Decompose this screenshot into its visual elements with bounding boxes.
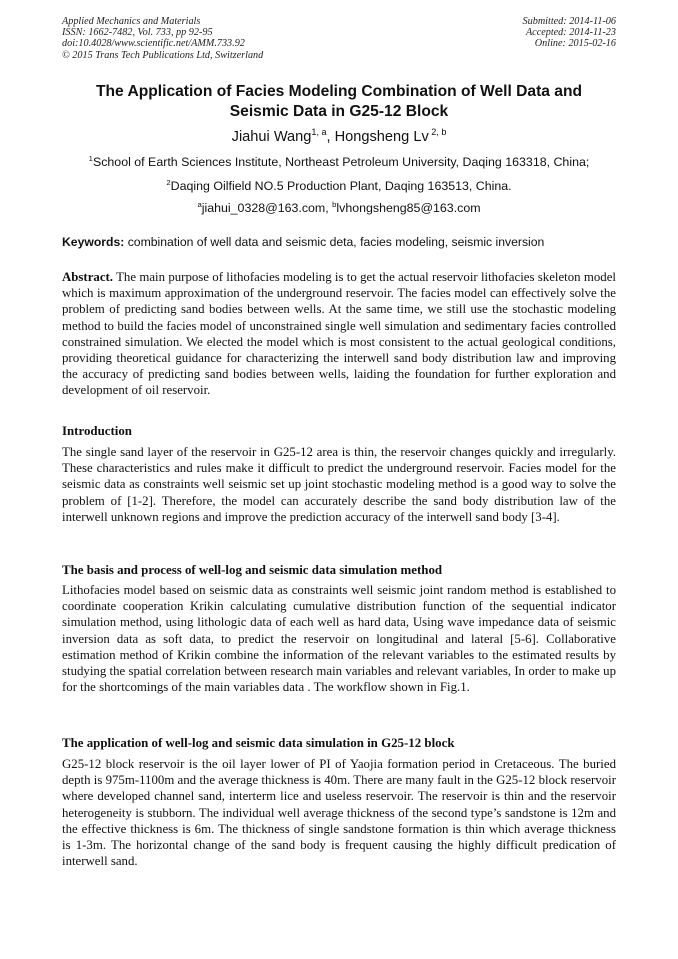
email-b-marker: b	[332, 199, 337, 209]
author-list	[62, 128, 616, 146]
affiliation-1-marker: 1	[88, 153, 93, 163]
affiliation-2-text: Daqing Oilfield NO.5 Production Plant, Daqing 163513, China.	[170, 179, 512, 193]
online-date: Online: 2015-02-16	[534, 38, 616, 50]
email-a-marker: a	[197, 199, 202, 209]
accepted-date: Accepted: 2014-11-23	[525, 27, 616, 39]
abstract-text: The main purpose of lithofacies modeling is to get the actual reservoir lithofacies skeleton model which is maximum approximation of the underground reservoir. The facies model can effectively solve the problem of predicting sand bodies between wells. At the same time, we still use the stochastic modeling method to build the facies model of unconstrained single well simulation and sedimentary facies controlled constrained simulation. We elected the model which is most consistent to the actual geological conditions, providing theoretical guidance for characterizing the interwell sand body distribution law and improving the accuracy of predicting sand bodies between wells, laiding the foundation for further exploration and development of oil reservoir.	[62, 270, 616, 398]
author-separator: ,	[326, 129, 335, 145]
author-2: Hongsheng Lv	[334, 129, 429, 145]
affiliation-1-text: School of Earth Sciences Institute, Northeast Petroleum University, Daqing 163318, China;	[92, 155, 590, 169]
keywords	[62, 235, 616, 250]
section-heading-introduction: Introduction	[62, 424, 132, 438]
doi-info[interactable]: doi:10.4028/www.scientific.net/AMM.733.92	[62, 38, 245, 50]
author-1-marker: 1, a	[311, 127, 327, 138]
affiliation-2-marker: 2	[166, 177, 171, 187]
journal-header-right	[523, 16, 616, 50]
title-line-2: Seismic Data in G25-12 Block	[229, 103, 449, 120]
journal-header-left	[62, 16, 263, 61]
paper-title	[62, 82, 616, 122]
abstract	[62, 269, 616, 399]
email-b[interactable]: lvhongsheng85@163.com	[336, 201, 481, 215]
author-2-marker: 2, b	[428, 127, 447, 138]
journal-name: Applied Mechanics and Materials	[62, 16, 201, 27]
section-body-application: G25-12 block reservoir is the oil layer lower of PI of Yaojia formation period in Cretaceous. The buried depth is 975m-1100m and the average thickness is 40m. There are many fault in the G25-12 block reservoir where developed channel sand, interterm lice and useless reservoir. The reservoir is thin and the reservoir heterogeneity is stubborn. The individual well average thickness of the second type’s sandstone is 12m and the effective thickness is 6m. The thickness of single sandstone formation is thin which average thickness is 1-3m. The horizontal change of the sand body is frequent causing the highly difficult predication of interwell sand.	[62, 757, 616, 869]
affiliation-1	[62, 155, 616, 170]
section-heading-application: The application of well-log and seismic data simulation in G25-12 block	[62, 736, 455, 750]
email-line	[62, 201, 616, 216]
issn-info: ISSN: 1662-7482, Vol. 733, pp 92-95	[62, 27, 213, 39]
abstract-label: Abstract.	[62, 270, 114, 284]
section-body-introduction: The single sand layer of the reservoir in G25-12 area is thin, the reservoir changes quickly and irregularly. These characteristics and rules make it difficult to predict the underground reservoir. Facies model for the seismic data as constraints well seismic set up joint stochastic modeling method is a good way to solve the problem of [1-2]. Therefore, the model can accurately describe the sand body distribution law of the interwell unknown regions and improve the prediction accuracy of the interwell sand body [3-4].	[62, 445, 616, 524]
author-1: Jiahui Wang	[231, 129, 312, 145]
title-line-1: The Application of Facies Modeling Combination of Well Data and	[95, 83, 583, 100]
affiliation-2	[62, 179, 616, 194]
section-heading-method: The basis and process of well-log and seismic data simulation method	[62, 563, 443, 577]
keywords-label: Keywords:	[62, 235, 125, 249]
section-body-method: Lithofacies model based on seismic data as constraints well seismic joint random method is established to coordinate cooperation Krikin calculating cumulative distribution function of the sequential indicator simulation method, using lithologic data of each well as hard data, Using wave impedance data of seismic inversion data as soft data, to predict the reservoir on longitudinal and lateral [5-6]. Collaborative estimation method of Krikin combine the information of the relevant variables to the estimated results by studying the spatial correlation between research main variables and relevant variables, In order to make up for the shortcomings of the main variables data . The workflow shown in Fig.1.	[62, 583, 616, 695]
keywords-text: combination of well data and seismic deta, facies modeling, seismic inversion	[124, 235, 545, 249]
email-a[interactable]: jiahui_0328@163.com,	[201, 201, 333, 215]
submitted-date: Submitted: 2014-11-06	[522, 16, 616, 27]
copyright-info: © 2015 Trans Tech Publications Ltd, Switzerland	[62, 49, 264, 61]
